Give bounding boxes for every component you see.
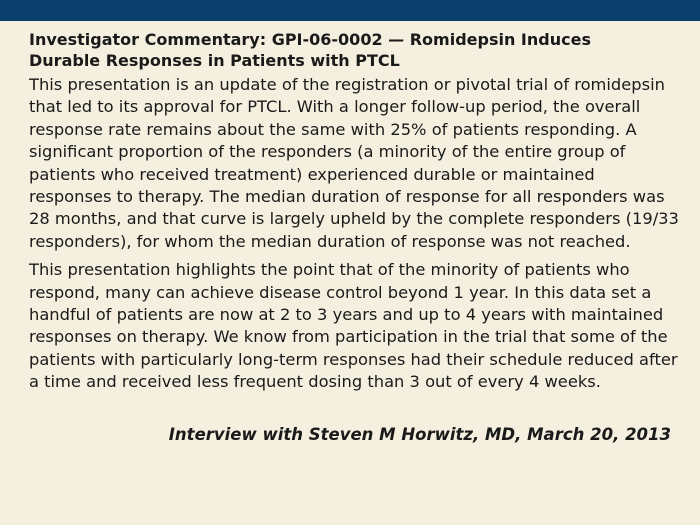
slide-title-line-1: Investigator Commentary: GPI-06-0002 — Romidepsin Induces: [29, 30, 591, 49]
commentary-paragraph-1: This presentation is an update of the registration or pivotal trial of romidepsin that led to its approval for PTCL. With a longer follow-up period, the overall response rate remains about the same with 25% of patients responding. A significant proportion of the responders (a minority of the entire group of patients who received treatment) experienced durable or maintained responses to therapy. The median duration of response for all responders was 28 months, and that curve is largely upheld by the complete responders (19/33 responders), for whom the median duration of response was not reached.: [29, 75, 679, 251]
commentary-paragraph-2: This presentation highlights the point that of the minority of patients who respond, many can achieve disease control beyond 1 year. In this data set a handful of patients are now at 2 to 3 years and up to 4 years with maintained responses on therapy. We know from participation in the trial that some of the patients with particularly long-term responses had their schedule reduced after a time and received less frequent dosing than 3 out of every 4 weeks.: [29, 260, 678, 392]
slide-title: [29, 29, 679, 71]
slide-content: [29, 29, 679, 394]
header-bar: [0, 0, 700, 21]
interview-attribution: Interview with Steven M Horwitz, MD, March 20, 2013: [168, 425, 671, 444]
slide-title-line-2: Durable Responses in Patients with PTCL: [29, 51, 400, 70]
